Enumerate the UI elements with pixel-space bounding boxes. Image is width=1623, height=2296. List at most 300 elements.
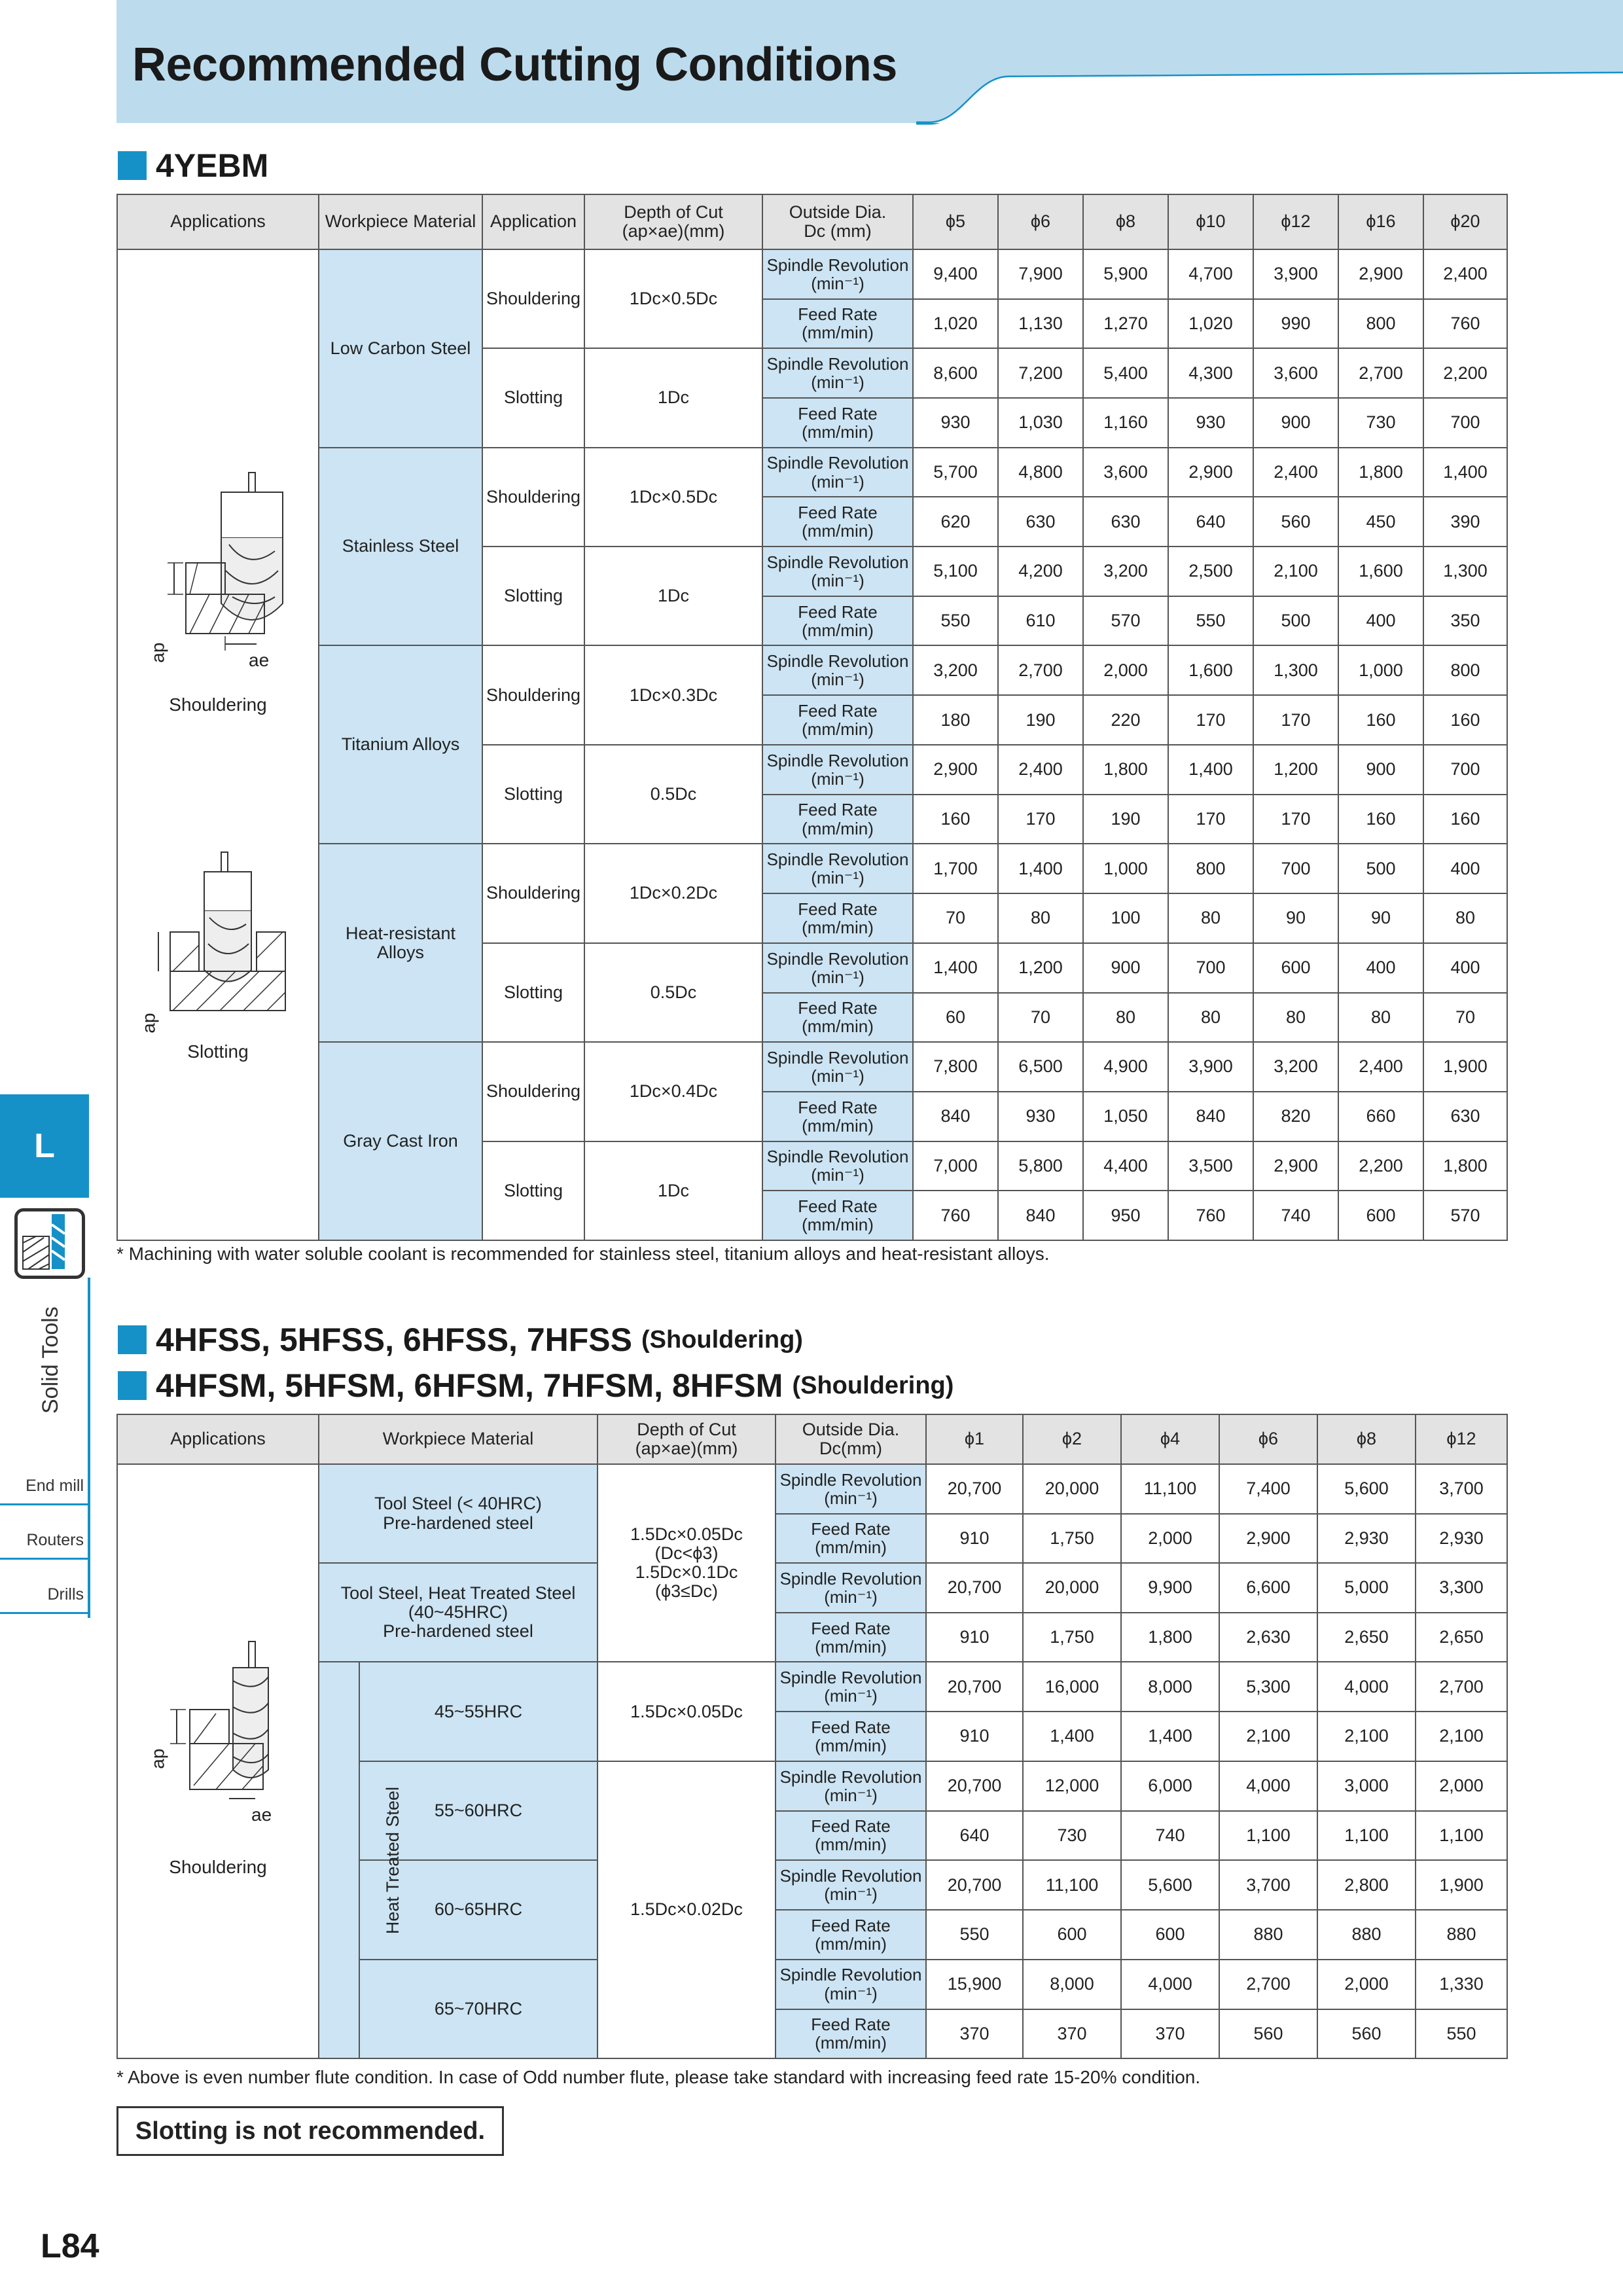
value-cell: 2,900: [1253, 1141, 1338, 1191]
value-cell: 190: [998, 695, 1083, 745]
value-cell: 4,200: [998, 547, 1083, 596]
value-cell: 7,000: [913, 1141, 998, 1191]
spindle-label: Spindle Revolution (min⁻¹): [762, 348, 913, 398]
value-cell: 500: [1338, 844, 1423, 893]
value-cell: 370: [1023, 2009, 1121, 2059]
value-cell: 9,900: [1121, 1563, 1219, 1613]
value-cell: 880: [1317, 1910, 1416, 1960]
spindle-label: Spindle Revolution (min⁻¹): [762, 249, 913, 299]
depth-cell: 1.5Dc×0.05Dc: [597, 1662, 776, 1761]
value-cell: 1,750: [1023, 1613, 1121, 1662]
value-cell: 70: [913, 893, 998, 943]
value-cell: 1,020: [913, 299, 998, 349]
value-cell: 4,000: [1121, 1960, 1219, 2009]
spindle-label: Spindle Revolution (min⁻¹): [776, 1960, 926, 2009]
value-cell: 2,000: [1416, 1761, 1507, 1811]
section2-title-2: 4HFSM, 5HFSM, 6HFSM, 7HFSM, 8HFSM: [156, 1367, 783, 1404]
application-cell: Shouldering: [482, 844, 584, 942]
value-cell: 170: [1253, 795, 1338, 844]
value-cell: 930: [913, 398, 998, 448]
feed-label: Feed Rate (mm/min): [762, 497, 913, 547]
value-cell: 1,400: [1121, 1712, 1219, 1761]
value-cell: 2,100: [1219, 1712, 1317, 1761]
value-cell: 1,400: [998, 844, 1083, 893]
nav-drills[interactable]: Drills: [0, 1562, 88, 1614]
value-cell: 20,700: [926, 1662, 1023, 1712]
value-cell: 800: [1423, 645, 1507, 695]
feed-label: Feed Rate (mm/min): [762, 1092, 913, 1141]
value-cell: 370: [1121, 2009, 1219, 2059]
feed-label: Feed Rate (mm/min): [776, 1514, 926, 1564]
value-cell: 570: [1423, 1191, 1507, 1240]
section-marker: [118, 151, 147, 180]
value-cell: 1,900: [1416, 1860, 1507, 1910]
ap-label: ap: [147, 1748, 168, 1769]
value-cell: 4,400: [1083, 1141, 1168, 1191]
spindle-label: Spindle Revolution (min⁻¹): [776, 1563, 926, 1613]
value-cell: 2,930: [1317, 1514, 1416, 1564]
value-cell: 2,900: [1168, 448, 1253, 497]
header-cell: ϕ2: [1023, 1414, 1121, 1464]
section1-heading: [118, 147, 268, 185]
value-cell: 11,100: [1121, 1464, 1219, 1514]
value-cell: 990: [1253, 299, 1338, 349]
depth-cell: 1.5Dc×0.02Dc: [597, 1761, 776, 2058]
value-cell: 640: [1168, 497, 1253, 547]
value-cell: 2,630: [1219, 1613, 1317, 1662]
value-cell: 1,700: [913, 844, 998, 893]
value-cell: 910: [926, 1613, 1023, 1662]
value-cell: 800: [1338, 299, 1423, 349]
value-cell: 640: [926, 1811, 1023, 1861]
table-row: [117, 844, 1507, 893]
value-cell: 500: [1253, 596, 1338, 646]
value-cell: 5,900: [1083, 249, 1168, 299]
value-cell: 1,100: [1416, 1811, 1507, 1861]
value-cell: 6,000: [1121, 1761, 1219, 1811]
value-cell: 6,600: [1219, 1563, 1317, 1613]
value-cell: 3,600: [1253, 348, 1338, 398]
section2-subtitle-1: (Shouldering): [641, 1325, 803, 1354]
value-cell: 2,200: [1338, 1141, 1423, 1191]
value-cell: 560: [1253, 497, 1338, 547]
value-cell: 170: [998, 795, 1083, 844]
value-cell: 3,900: [1168, 1042, 1253, 1092]
value-cell: 2,500: [1168, 547, 1253, 596]
section2-title-1: 4HFSS, 5HFSS, 6HFSS, 7HFSS: [156, 1321, 632, 1358]
feed-label: Feed Rate (mm/min): [762, 1191, 913, 1240]
spindle-label: Spindle Revolution (min⁻¹): [762, 547, 913, 596]
material-cell: Stainless Steel: [319, 448, 482, 646]
value-cell: 1,800: [1423, 1141, 1507, 1191]
value-cell: 2,000: [1317, 1960, 1416, 2009]
header-cell: ϕ1: [926, 1414, 1023, 1464]
value-cell: 3,600: [1083, 448, 1168, 497]
value-cell: 2,200: [1423, 348, 1507, 398]
feed-label: Feed Rate (mm/min): [776, 1910, 926, 1960]
table-row: [117, 249, 1507, 299]
value-cell: 910: [926, 1514, 1023, 1564]
value-cell: 160: [1423, 695, 1507, 745]
value-cell: 16,000: [1023, 1662, 1121, 1712]
value-cell: 70: [998, 993, 1083, 1043]
value-cell: 390: [1423, 497, 1507, 547]
side-divider: [88, 1278, 90, 1618]
value-cell: 900: [1338, 745, 1423, 795]
value-cell: 2,000: [1121, 1514, 1219, 1564]
value-cell: 760: [1168, 1191, 1253, 1240]
value-cell: 4,700: [1168, 249, 1253, 299]
value-cell: 550: [913, 596, 998, 646]
value-cell: 4,900: [1083, 1042, 1168, 1092]
value-cell: 3,500: [1168, 1141, 1253, 1191]
depth-cell: 1Dc: [584, 348, 762, 447]
value-cell: 2,900: [1338, 249, 1423, 299]
value-cell: 20,000: [1023, 1563, 1121, 1613]
value-cell: 11,100: [1023, 1860, 1121, 1910]
value-cell: 600: [1338, 1191, 1423, 1240]
value-cell: 2,930: [1416, 1514, 1507, 1564]
value-cell: 1,900: [1423, 1042, 1507, 1092]
value-cell: 760: [913, 1191, 998, 1240]
section1-title: 4YEBM: [156, 147, 269, 184]
value-cell: 740: [1121, 1811, 1219, 1861]
value-cell: 1,800: [1121, 1613, 1219, 1662]
value-cell: 400: [1338, 943, 1423, 993]
value-cell: 600: [1121, 1910, 1219, 1960]
value-cell: 900: [1083, 943, 1168, 993]
nav-end-mill[interactable]: End mill: [0, 1453, 88, 1505]
value-cell: 160: [1338, 695, 1423, 745]
value-cell: 1,160: [1083, 398, 1168, 448]
value-cell: 370: [926, 2009, 1023, 2059]
slotting-diagram: [144, 852, 301, 1049]
depth-cell: 1Dc×0.2Dc: [584, 844, 762, 942]
spindle-label: Spindle Revolution (min⁻¹): [776, 1860, 926, 1910]
header-cell: Application: [482, 194, 584, 249]
section-tab-l[interactable]: L: [0, 1094, 89, 1198]
feed-label: Feed Rate (mm/min): [776, 1613, 926, 1662]
application-cell: Slotting: [482, 547, 584, 645]
value-cell: 1,000: [1338, 645, 1423, 695]
value-cell: 170: [1253, 695, 1338, 745]
value-cell: 550: [1168, 596, 1253, 646]
material-cell: 55~60HRC: [359, 1761, 597, 1860]
value-cell: 3,700: [1219, 1860, 1317, 1910]
value-cell: 740: [1253, 1191, 1338, 1240]
value-cell: 80: [1168, 893, 1253, 943]
table-row: [117, 1464, 1507, 1514]
depth-cell: 1Dc: [584, 1141, 762, 1240]
value-cell: 170: [1168, 795, 1253, 844]
value-cell: 910: [926, 1712, 1023, 1761]
feed-label: Feed Rate (mm/min): [762, 795, 913, 844]
value-cell: 2,000: [1083, 645, 1168, 695]
value-cell: 1,300: [1423, 547, 1507, 596]
value-cell: 5,700: [913, 448, 998, 497]
header-cell: Workpiece Material: [319, 194, 482, 249]
value-cell: 2,700: [1219, 1960, 1317, 2009]
table-row: [117, 1042, 1507, 1092]
value-cell: 6,500: [998, 1042, 1083, 1092]
spindle-label: Spindle Revolution (min⁻¹): [762, 448, 913, 497]
value-cell: 90: [1253, 893, 1338, 943]
value-cell: 570: [1083, 596, 1168, 646]
value-cell: 2,100: [1317, 1712, 1416, 1761]
depth-cell: 0.5Dc: [584, 745, 762, 844]
value-cell: 1,100: [1317, 1811, 1416, 1861]
value-cell: 7,800: [913, 1042, 998, 1092]
value-cell: 950: [1083, 1191, 1168, 1240]
header-cell: Workpiece Material: [319, 1414, 597, 1464]
value-cell: 100: [1083, 893, 1168, 943]
value-cell: 3,700: [1416, 1464, 1507, 1514]
value-cell: 730: [1023, 1811, 1121, 1861]
header-cell: Depth of Cut (ap×ae)(mm): [597, 1414, 776, 1464]
depth-cell: 0.5Dc: [584, 943, 762, 1042]
value-cell: 880: [1219, 1910, 1317, 1960]
feed-label: Feed Rate (mm/min): [762, 596, 913, 646]
header-cell: ϕ12: [1416, 1414, 1507, 1464]
material-cell: Titanium Alloys: [319, 645, 482, 844]
feed-label: Feed Rate (mm/min): [776, 1712, 926, 1761]
table-row: [117, 448, 1507, 497]
page-number: L84: [41, 2227, 99, 2265]
feed-label: Feed Rate (mm/min): [762, 398, 913, 448]
material-cell: Low Carbon Steel: [319, 249, 482, 448]
depth-cell: 1Dc×0.4Dc: [584, 1042, 762, 1141]
value-cell: 1,400: [1168, 745, 1253, 795]
value-cell: 840: [913, 1092, 998, 1141]
section-marker: [118, 1371, 147, 1400]
header-cell: ϕ10: [1168, 194, 1253, 249]
value-cell: 550: [1416, 2009, 1507, 2059]
value-cell: 610: [998, 596, 1083, 646]
value-cell: 5,400: [1083, 348, 1168, 398]
value-cell: 840: [998, 1191, 1083, 1240]
spindle-label: Spindle Revolution (min⁻¹): [762, 745, 913, 795]
header-row: [117, 194, 1507, 249]
feed-label: Feed Rate (mm/min): [776, 2009, 926, 2059]
material-cell: 60~65HRC: [359, 1860, 597, 1959]
value-cell: 600: [1023, 1910, 1121, 1960]
value-cell: 80: [1168, 993, 1253, 1043]
value-cell: 20,700: [926, 1860, 1023, 1910]
value-cell: 4,000: [1317, 1662, 1416, 1712]
value-cell: 2,100: [1416, 1712, 1507, 1761]
value-cell: 1,600: [1338, 547, 1423, 596]
value-cell: 5,600: [1317, 1464, 1416, 1514]
value-cell: 80: [1083, 993, 1168, 1043]
value-cell: 2,650: [1416, 1613, 1507, 1662]
nav-routers[interactable]: Routers: [0, 1507, 88, 1560]
application-cell: Shouldering: [482, 448, 584, 547]
value-cell: 730: [1338, 398, 1423, 448]
value-cell: 20,700: [926, 1464, 1023, 1514]
application-cell: Slotting: [482, 745, 584, 844]
application-cell: Slotting: [482, 1141, 584, 1240]
header-cell: ϕ16: [1338, 194, 1423, 249]
value-cell: 2,700: [1416, 1662, 1507, 1712]
value-cell: 7,400: [1219, 1464, 1317, 1514]
value-cell: 5,300: [1219, 1662, 1317, 1712]
spindle-label: Spindle Revolution (min⁻¹): [776, 1761, 926, 1811]
value-cell: 5,800: [998, 1141, 1083, 1191]
value-cell: 1,400: [1423, 448, 1507, 497]
application-cell: Slotting: [482, 348, 584, 447]
header-cell: Applications: [117, 1414, 319, 1464]
spindle-label: Spindle Revolution (min⁻¹): [762, 943, 913, 993]
depth-cell: 1Dc×0.3Dc: [584, 645, 762, 744]
value-cell: 7,900: [998, 249, 1083, 299]
material-cell: 45~55HRC: [359, 1662, 597, 1761]
header-cell: Applications: [117, 194, 319, 249]
value-cell: 20,700: [926, 1563, 1023, 1613]
value-cell: 630: [998, 497, 1083, 547]
value-cell: 3,200: [1253, 1042, 1338, 1092]
material-cell: Tool Steel, Heat Treated Steel (40~45HRC) Pre-hardened steel: [319, 1563, 597, 1662]
value-cell: 9,400: [913, 249, 998, 299]
value-cell: 3,200: [1083, 547, 1168, 596]
value-cell: 1,300: [1253, 645, 1338, 695]
value-cell: 1,400: [913, 943, 998, 993]
ap-label: ap: [138, 1013, 159, 1033]
value-cell: 400: [1423, 943, 1507, 993]
value-cell: 1,030: [998, 398, 1083, 448]
value-cell: 2,900: [1219, 1514, 1317, 1564]
depth-cell: 1Dc×0.5Dc: [584, 249, 762, 348]
spindle-label: Spindle Revolution (min⁻¹): [762, 1141, 913, 1191]
value-cell: 20,000: [1023, 1464, 1121, 1514]
heat-treated-text: Heat Treated Steel: [382, 1786, 402, 1934]
value-cell: 1,050: [1083, 1092, 1168, 1141]
value-cell: 4,000: [1219, 1761, 1317, 1811]
drill-tool-icon: [14, 1208, 85, 1279]
material-cell: Tool Steel (< 40HRC) Pre-hardened steel: [319, 1464, 597, 1563]
spindle-label: Spindle Revolution (min⁻¹): [776, 1662, 926, 1712]
value-cell: 630: [1423, 1092, 1507, 1141]
value-cell: 2,700: [1338, 348, 1423, 398]
value-cell: 5,100: [913, 547, 998, 596]
value-cell: 190: [1083, 795, 1168, 844]
value-cell: 80: [1253, 993, 1338, 1043]
value-cell: 1,750: [1023, 1514, 1121, 1564]
value-cell: 2,400: [1338, 1042, 1423, 1092]
value-cell: 90: [1338, 893, 1423, 943]
value-cell: 1,100: [1219, 1811, 1317, 1861]
value-cell: 2,100: [1253, 547, 1338, 596]
spindle-label: Spindle Revolution (min⁻¹): [762, 645, 913, 695]
section2-heading-1: [118, 1321, 803, 1359]
value-cell: 3,000: [1317, 1761, 1416, 1811]
value-cell: 2,400: [1423, 249, 1507, 299]
cutting-table-hfss-hfsm: [116, 1414, 1508, 2059]
header-cell: ϕ8: [1317, 1414, 1416, 1464]
value-cell: 930: [1168, 398, 1253, 448]
value-cell: 1,800: [1083, 745, 1168, 795]
material-cell: Heat-resistant Alloys: [319, 844, 482, 1042]
section2-subtitle-2: (Shouldering): [792, 1371, 954, 1399]
slotting-label: Slotting: [187, 1041, 249, 1062]
spindle-label: Spindle Revolution (min⁻¹): [762, 844, 913, 893]
value-cell: 1,330: [1416, 1960, 1507, 2009]
value-cell: 80: [1423, 893, 1507, 943]
value-cell: 820: [1253, 1092, 1338, 1141]
table-row: [117, 1662, 1507, 1712]
value-cell: 2,700: [998, 645, 1083, 695]
value-cell: 5,000: [1317, 1563, 1416, 1613]
header-cell: Depth of Cut (ap×ae)(mm): [584, 194, 762, 249]
header-cell: Outside Dia. Dc (mm): [762, 194, 913, 249]
header-cell: ϕ8: [1083, 194, 1168, 249]
value-cell: 3,900: [1253, 249, 1338, 299]
ap-label: ap: [147, 642, 168, 663]
header-cell: ϕ12: [1253, 194, 1338, 249]
value-cell: 1,130: [998, 299, 1083, 349]
value-cell: 160: [1423, 795, 1507, 844]
feed-label: Feed Rate (mm/min): [776, 1811, 926, 1861]
depth-cell: 1Dc: [584, 547, 762, 645]
header-row: [117, 1414, 1507, 1464]
value-cell: 8,000: [1121, 1662, 1219, 1712]
value-cell: 2,400: [1253, 448, 1338, 497]
feed-label: Feed Rate (mm/min): [762, 893, 913, 943]
value-cell: 900: [1253, 398, 1338, 448]
page-title: Recommended Cutting Conditions: [132, 39, 897, 91]
spindle-label: Spindle Revolution (min⁻¹): [776, 1464, 926, 1514]
value-cell: 1,020: [1168, 299, 1253, 349]
side-label: Solid Tools: [38, 1306, 63, 1414]
feed-label: Feed Rate (mm/min): [762, 695, 913, 745]
value-cell: 1,200: [998, 943, 1083, 993]
header-cell: Outside Dia. Dc(mm): [776, 1414, 926, 1464]
value-cell: 560: [1219, 2009, 1317, 2059]
value-cell: 15,900: [926, 1960, 1023, 2009]
value-cell: 5,600: [1121, 1860, 1219, 1910]
value-cell: 170: [1168, 695, 1253, 745]
value-cell: 80: [998, 893, 1083, 943]
value-cell: 400: [1338, 596, 1423, 646]
header-cell: ϕ20: [1423, 194, 1507, 249]
value-cell: 12,000: [1023, 1761, 1121, 1811]
application-cell: Slotting: [482, 943, 584, 1042]
value-cell: 840: [1168, 1092, 1253, 1141]
application-cell: Shouldering: [482, 1042, 584, 1141]
value-cell: 1,800: [1338, 448, 1423, 497]
value-cell: 450: [1338, 497, 1423, 547]
diagram-cell: [117, 249, 319, 1240]
value-cell: 700: [1423, 745, 1507, 795]
value-cell: 160: [913, 795, 998, 844]
value-cell: 630: [1083, 497, 1168, 547]
value-cell: 1,000: [1083, 844, 1168, 893]
value-cell: 8,000: [1023, 1960, 1121, 2009]
value-cell: 220: [1083, 695, 1168, 745]
material-cell: 65~70HRC: [359, 1960, 597, 2058]
table-row: [117, 1563, 1507, 1613]
value-cell: 7,200: [998, 348, 1083, 398]
value-cell: 3,300: [1416, 1563, 1507, 1613]
value-cell: 4,300: [1168, 348, 1253, 398]
diagram-cell: [117, 1464, 319, 2058]
value-cell: 700: [1253, 844, 1338, 893]
value-cell: 160: [1338, 795, 1423, 844]
value-cell: 930: [998, 1092, 1083, 1141]
ae-label: ae: [249, 650, 270, 670]
depth-cell: 1.5Dc×0.05Dc (Dc<ϕ3) 1.5Dc×0.1Dc (ϕ3≤Dc): [597, 1464, 776, 1662]
section-marker: [118, 1325, 147, 1354]
section2-heading-2: [118, 1367, 954, 1405]
